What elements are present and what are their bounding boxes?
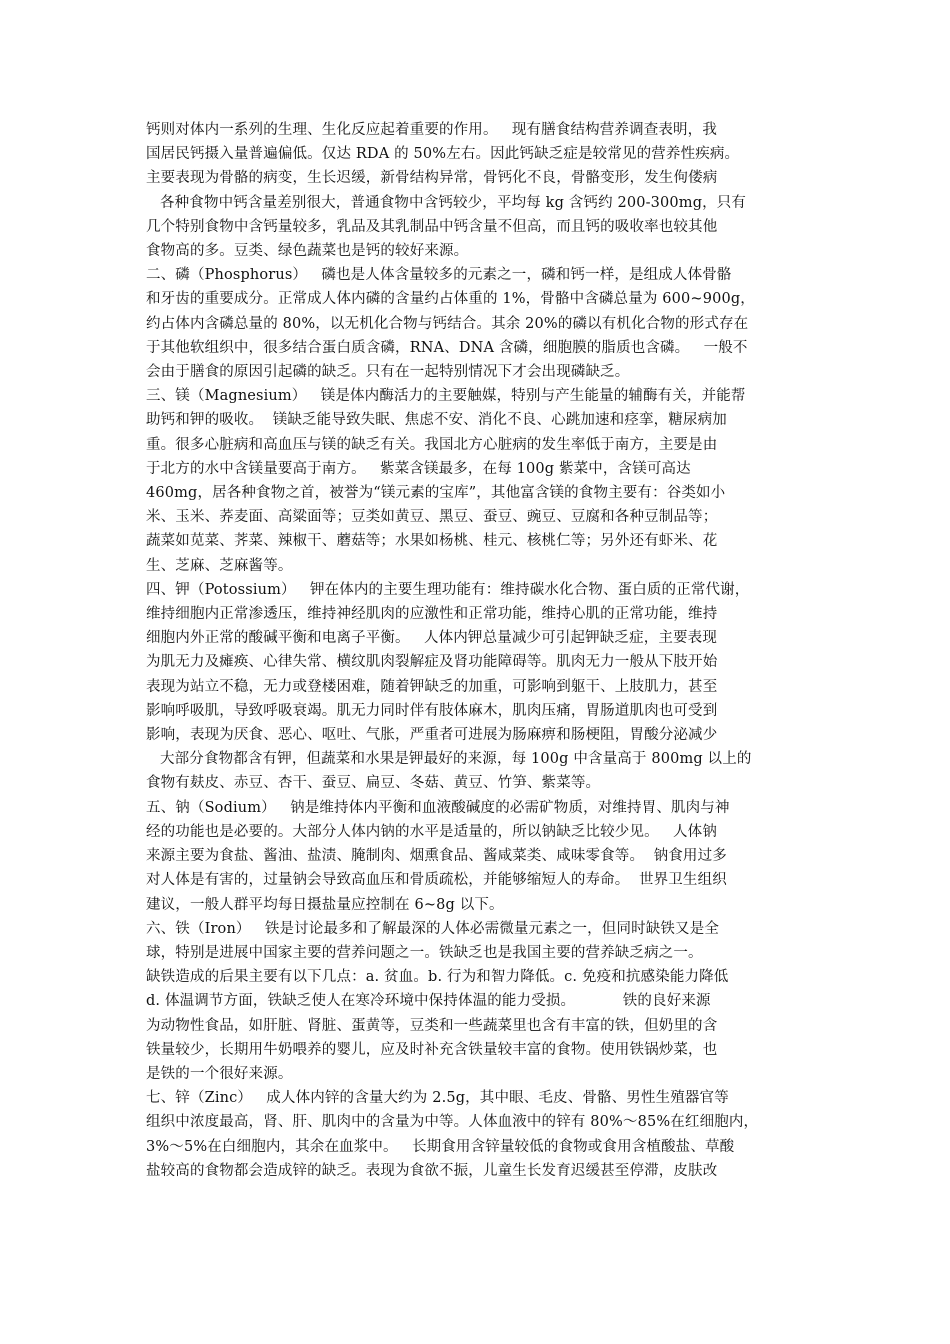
text-line: 维持细胞内正常渗透压，维持神经肌肉的应激性和正常功能，维持心肌的正常功能，维持 <box>146 606 718 623</box>
text-line: 于北方的水中含镁量要高于南方。 紫菜含镁最多，在每 100g 紫菜中，含镁可高达 <box>146 460 691 477</box>
text-line: 建议，一般人群平均每日摄盐量应控制在 6~8g 以下。 <box>146 896 504 913</box>
text-line: 几个特别食物中含钙量较多，乳品及其乳制品中钙含量不但高，而且钙的吸收率也较其他 <box>146 218 718 235</box>
text-line: 缺铁造成的后果主要有以下几点：a. 贫血。b. 行为和智力降低。c. 免疫和抗感染能力降低 <box>146 969 729 986</box>
text-line: 助钙和钾的吸收。 镁缺乏能导致失眠、焦虑不安、消化不良、心跳加速和痉挛，糖尿病加 <box>146 412 727 429</box>
text-line: 大部分食物都含有钾，但蔬菜和水果是钾最好的来源，每 100g 中含量高于 800mg 以上的 <box>160 751 752 768</box>
text-line: 六、铁（Iron） 铁是讨论最多和了解最深的人体必需微量元素之一，但同时缺铁又是全 <box>146 920 720 937</box>
text-line: 经的功能也是必要的。大部分人体内钠的水平是适量的，所以钠缺乏比较少见。 人体钠 <box>146 823 717 840</box>
text-line: 重。很多心脏病和高血压与镁的缺乏有关。我国北方心脏病的发生率低于南方，主要是由 <box>146 436 718 453</box>
text-line: 于其他软组织中，很多结合蛋白质含磷，RNA、DNA 含磷，细胞膜的脂质也含磷。 一般不 <box>146 339 748 356</box>
text-line: 来源主要为食盐、酱油、盐渍、腌制肉、烟熏食品、酱咸菜类、咸味零食等。 钠食用过多 <box>146 848 727 865</box>
text-line: 蔬菜如苋菜、荠菜、辣椒干、蘑菇等；水果如杨桃、桂元、核桃仁等；另外还有虾米、花 <box>146 533 718 550</box>
text-line: 各种食物中钙含量差别很大，普通食物中含钙较少，平均每 kg 含钙约 200-300mg，只有 <box>160 194 747 211</box>
text-line: 会由于膳食的原因引起磷的缺乏。只有在一起特别情况下才会出现磷缺乏。 <box>146 364 630 381</box>
text-line: 为动物性食品，如肝脏、肾脏、蛋黄等，豆类和一些蔬菜里也含有丰富的铁，但奶里的含 <box>146 1017 718 1034</box>
text-line: 七、锌（Zinc） 成人体内锌的含量大约为 2.5g，其中眼、毛皮、骨骼、男性生殖器官等 <box>146 1090 729 1107</box>
text-line: 米、玉米、荞麦面、高粱面等；豆类如黄豆、黑豆、蚕豆、豌豆、豆腐和各种豆制品等； <box>146 509 718 526</box>
text-line: 影响，表现为厌食、恶心、呕吐、气胀，严重者可进展为肠麻痹和肠梗阻，胃酸分泌减少 <box>146 727 718 744</box>
text-line: 五、钠（Sodium） 钠是维持体内平衡和血液酸碱度的必需矿物质，对维持胃、肌肉与神 <box>146 799 730 816</box>
text-line: 460mg，居各种食物之首，被誉为“镁元素的宝库”，其他富含镁的食物主要有：谷类如小 <box>146 485 726 502</box>
text-line: 和牙齿的重要成分。正常成人体内磷的含量约占体重的 1%，骨骼中含磷总量为 600~900g， <box>146 291 755 308</box>
text-line: 为肌无力及瘫痪、心律失常、横纹肌肉裂解症及肾功能障碍等。肌肉无力一般从下肢开始 <box>146 654 718 671</box>
document-body <box>146 118 814 1183</box>
text-line: 国居民钙摄入量普遍偏低。仅达 RDA 的 50%左右。因此钙缺乏症是较常见的营养性疾病。 <box>146 146 740 163</box>
text-line: 主要表现为骨骼的病变，生长迟缓，新骨结构异常，骨钙化不良，骨骼变形，发生佝偻病 <box>146 170 718 187</box>
text-line: 表现为站立不稳，无力或登楼困难，随着钾缺乏的加重，可影响到躯干、上肢肌力，甚至 <box>146 678 718 695</box>
text-line: 3%～5%在白细胞内，其余在血浆中。 长期食用含锌量较低的食物或食用含植酸盐、草酸 <box>146 1138 735 1155</box>
text-line: 影响呼吸肌，导致呼吸衰竭。肌无力同时伴有肢体麻木，肌肉压痛，胃肠道肌肉也可受到 <box>146 702 718 719</box>
text-line: 四、钾（Potossium） 钾在体内的主要生理功能有：维持碳水化合物、蛋白质的正常代谢， <box>146 581 750 598</box>
text-line: 食物有麸皮、赤豆、杏干、蚕豆、扁豆、冬菇、黄豆、竹笋、紫菜等。 <box>146 775 601 792</box>
text-line: 三、镁（Magnesium） 镁是体内酶活力的主要触媒，特别与产生能量的辅酶有关，并能帮 <box>146 388 746 405</box>
text-line: 对人体是有害的，过量钠会导致高血压和骨质疏松，并能够缩短人的寿命。 世界卫生组织 <box>146 872 727 889</box>
text-line: 钙则对体内一系列的生理、生化反应起着重要的作用。 现有膳食结构营养调查表明，我 <box>146 122 717 138</box>
text-line: 二、磷（Phosphorus） 磷也是人体含量较多的元素之一，磷和钙一样，是组成人体骨骼 <box>146 267 732 284</box>
text-line: d. 体温调节方面，铁缺乏使人在寒冷环境中保持体温的能力受损。 铁的良好来源 <box>146 993 711 1010</box>
text-line: 是铁的一个很好来源。 <box>146 1065 293 1082</box>
text-line: 约占体内含磷总量的 80%，以无机化合物与钙结合。其余 20%的磷以有机化合物的形式存在 <box>146 315 749 332</box>
text-line: 食物高的多。豆类、绿色蔬菜也是钙的较好来源。 <box>146 243 469 260</box>
text-line: 组织中浓度最高，肾、肝、肌肉中的含量为中等。人体血液中的锌有 80%～85%在红细胞内， <box>146 1114 759 1131</box>
text-line: 铁量较少，长期用牛奶喂养的婴儿，应及时补充含铁量较丰富的食物。使用铁锅炒菜，也 <box>146 1041 718 1058</box>
text-line: 球，特别是进展中国家主要的营养问题之一。铁缺乏也是我国主要的营养缺乏病之一。 <box>146 944 703 961</box>
text-line: 细胞内外正常的酸碱平衡和电离子平衡。 人体内钾总量减少可引起钾缺乏症，主要表现 <box>146 630 717 647</box>
text-line: 盐较高的食物都会造成锌的缺乏。表现为食欲不振，儿童生长发育迟缓甚至停滞，皮肤改 <box>146 1162 718 1179</box>
text-line: 生、芝麻、芝麻酱等。 <box>146 557 293 574</box>
